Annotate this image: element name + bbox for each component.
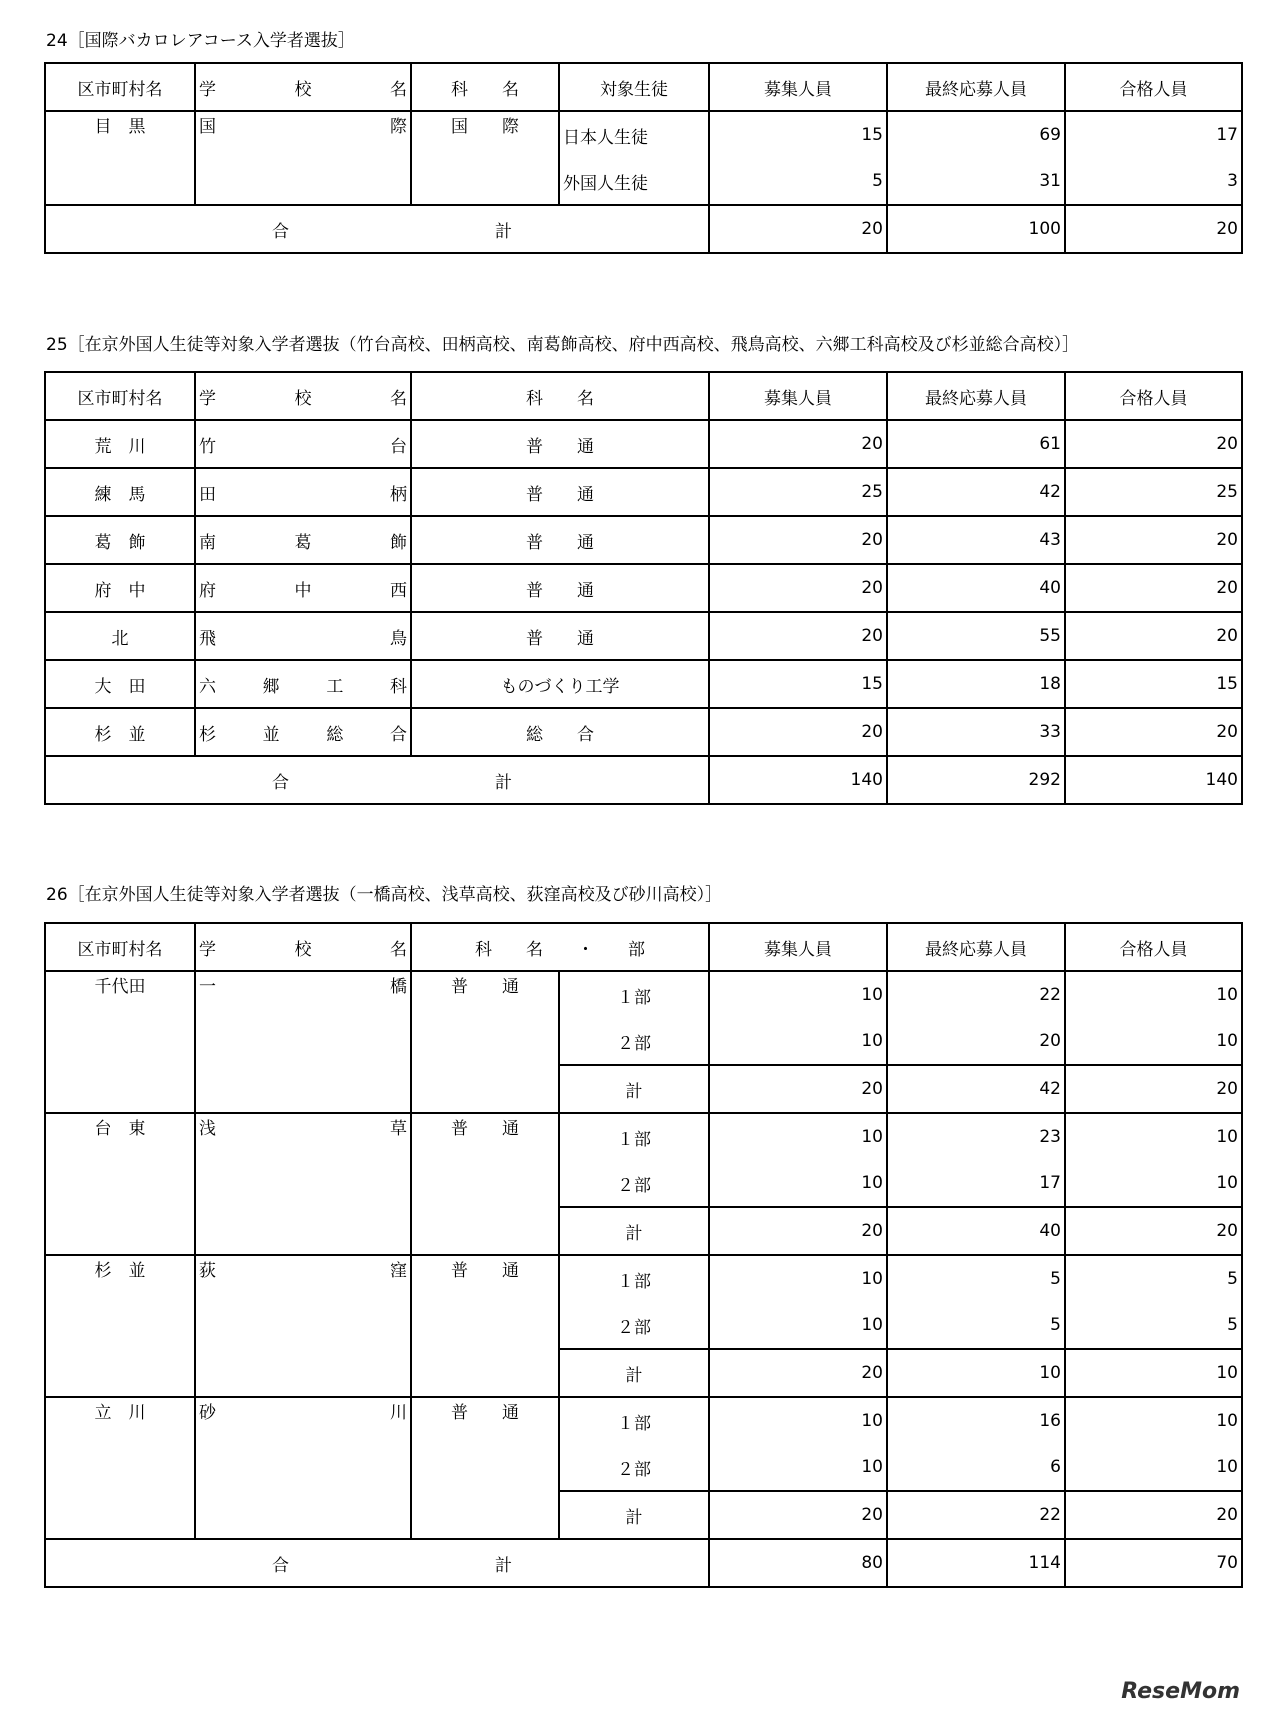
recruit-cell: 20 [709, 612, 887, 660]
header-passed: 合格人員 [1065, 63, 1242, 111]
district-cell: 府 中 [45, 564, 195, 612]
district-cell: 杉 並 [45, 1255, 195, 1397]
passed-cell: 10 [1065, 1018, 1242, 1065]
course-cell: 総 合 [411, 708, 709, 756]
target-cell: 外国人生徒 [559, 158, 709, 205]
course-cell: 普 通 [411, 1255, 559, 1397]
header-course-part: 科 名 ・ 部 [411, 923, 709, 971]
part-cell: １部 [559, 1255, 709, 1302]
header-applicants: 最終応募人員 [887, 372, 1065, 420]
recruit-cell: 20 [709, 708, 887, 756]
recruit-cell: 10 [709, 1018, 887, 1065]
header-course: 科 名 [411, 372, 709, 420]
recruit-cell: 10 [709, 1302, 887, 1349]
total-row [45, 756, 1242, 804]
recruit-cell: 20 [709, 1207, 887, 1255]
table-header-row [45, 923, 1242, 971]
school-cell: 杉 並 総 合 [195, 708, 411, 756]
passed-cell: 17 [1065, 111, 1242, 158]
total-passed: 70 [1065, 1539, 1242, 1587]
district-cell: 杉 並 [45, 708, 195, 756]
header-school: 学 校 名 [195, 63, 411, 111]
recruit-cell: 5 [709, 158, 887, 205]
table-24 [44, 62, 1243, 254]
table-row [45, 468, 1242, 516]
applicants-cell: 5 [887, 1302, 1065, 1349]
school-cell: 砂 川 [195, 1397, 411, 1539]
section-24-title: 24［国際バカロレアコース入学者選抜］ [46, 31, 355, 51]
header-district: 区市町村名 [45, 63, 195, 111]
section-25-title: 25［在京外国人生徒等対象入学者選抜（竹台高校、田柄高校、南葛飾高校、府中西高校、飛鳥高校、六郷工科高校及び杉並総合高校）］ [46, 335, 1080, 355]
resemom-logo: ReseMom [1121, 1679, 1240, 1704]
course-cell: 普 通 [411, 971, 559, 1113]
passed-cell: 15 [1065, 660, 1242, 708]
header-school: 学 校 名 [195, 372, 411, 420]
applicants-cell: 42 [887, 468, 1065, 516]
passed-cell: 20 [1065, 1207, 1242, 1255]
school-cell: 竹 台 [195, 420, 411, 468]
course-cell: ものづくり工学 [411, 660, 709, 708]
passed-cell: 10 [1065, 1160, 1242, 1207]
recruit-cell: 25 [709, 468, 887, 516]
district-cell: 目 黒 [45, 111, 195, 205]
table-row [45, 708, 1242, 756]
total-recruit: 20 [709, 205, 887, 253]
passed-cell: 5 [1065, 1255, 1242, 1302]
applicants-cell: 31 [887, 158, 1065, 205]
course-cell: 普 通 [411, 420, 709, 468]
applicants-cell: 17 [887, 1160, 1065, 1207]
applicants-cell: 6 [887, 1444, 1065, 1491]
course-cell: 普 通 [411, 1397, 559, 1539]
part-cell: ２部 [559, 1444, 709, 1491]
total-recruit: 140 [709, 756, 887, 804]
recruit-cell: 10 [709, 1444, 887, 1491]
part-cell: １部 [559, 1113, 709, 1160]
passed-cell: 20 [1065, 1491, 1242, 1539]
target-cell: 日本人生徒 [559, 111, 709, 158]
course-cell: 普 通 [411, 1113, 559, 1255]
total-applicants: 100 [887, 205, 1065, 253]
passed-cell: 20 [1065, 1065, 1242, 1113]
table-row [45, 111, 1242, 158]
district-cell: 北 [45, 612, 195, 660]
passed-cell: 10 [1065, 971, 1242, 1018]
header-district: 区市町村名 [45, 372, 195, 420]
total-label: 合 計 [45, 1539, 709, 1587]
header-recruit: 募集人員 [709, 372, 887, 420]
district-cell: 台 東 [45, 1113, 195, 1255]
applicants-cell: 22 [887, 971, 1065, 1018]
table-row [45, 612, 1242, 660]
total-passed: 140 [1065, 756, 1242, 804]
table-row [45, 971, 1242, 1018]
header-course: 科 名 [411, 63, 559, 111]
passed-cell: 20 [1065, 708, 1242, 756]
recruit-cell: 20 [709, 1065, 887, 1113]
passed-cell: 20 [1065, 420, 1242, 468]
applicants-cell: 42 [887, 1065, 1065, 1113]
applicants-cell: 61 [887, 420, 1065, 468]
part-cell: 計 [559, 1491, 709, 1539]
header-recruit: 募集人員 [709, 923, 887, 971]
applicants-cell: 22 [887, 1491, 1065, 1539]
header-school: 学 校 名 [195, 923, 411, 971]
table-row [45, 660, 1242, 708]
recruit-cell: 20 [709, 564, 887, 612]
district-cell: 葛 飾 [45, 516, 195, 564]
course-cell: 普 通 [411, 564, 709, 612]
recruit-cell: 10 [709, 1113, 887, 1160]
recruit-cell: 20 [709, 516, 887, 564]
school-cell: 一 橋 [195, 971, 411, 1113]
recruit-cell: 10 [709, 1255, 887, 1302]
passed-cell: 20 [1065, 564, 1242, 612]
passed-cell: 10 [1065, 1397, 1242, 1444]
recruit-cell: 10 [709, 1397, 887, 1444]
applicants-cell: 5 [887, 1255, 1065, 1302]
school-cell: 浅 草 [195, 1113, 411, 1255]
recruit-cell: 15 [709, 660, 887, 708]
header-applicants: 最終応募人員 [887, 923, 1065, 971]
course-cell: 普 通 [411, 516, 709, 564]
table-row [45, 516, 1242, 564]
part-cell: １部 [559, 971, 709, 1018]
school-cell: 飛 鳥 [195, 612, 411, 660]
table-row [45, 564, 1242, 612]
recruit-cell: 20 [709, 1349, 887, 1397]
header-recruit: 募集人員 [709, 63, 887, 111]
table-header-row [45, 372, 1242, 420]
applicants-cell: 33 [887, 708, 1065, 756]
passed-cell: 10 [1065, 1113, 1242, 1160]
applicants-cell: 20 [887, 1018, 1065, 1065]
passed-cell: 10 [1065, 1349, 1242, 1397]
total-row [45, 205, 1242, 253]
part-cell: 計 [559, 1065, 709, 1113]
part-cell: ２部 [559, 1160, 709, 1207]
total-applicants: 292 [887, 756, 1065, 804]
header-passed: 合格人員 [1065, 372, 1242, 420]
recruit-cell: 20 [709, 420, 887, 468]
applicants-cell: 40 [887, 1207, 1065, 1255]
passed-cell: 10 [1065, 1444, 1242, 1491]
applicants-cell: 18 [887, 660, 1065, 708]
total-recruit: 80 [709, 1539, 887, 1587]
header-target: 対象生徒 [559, 63, 709, 111]
table-header-row [45, 63, 1242, 111]
school-cell: 府 中 西 [195, 564, 411, 612]
course-cell: 国 際 [411, 111, 559, 205]
total-passed: 20 [1065, 205, 1242, 253]
applicants-cell: 55 [887, 612, 1065, 660]
recruit-cell: 15 [709, 111, 887, 158]
table-26 [44, 922, 1243, 1588]
school-cell: 南 葛 飾 [195, 516, 411, 564]
total-label: 合 計 [45, 756, 709, 804]
total-row [45, 1539, 1242, 1587]
district-cell: 練 馬 [45, 468, 195, 516]
passed-cell: 20 [1065, 516, 1242, 564]
district-cell: 立 川 [45, 1397, 195, 1539]
passed-cell: 20 [1065, 612, 1242, 660]
district-cell: 千代田 [45, 971, 195, 1113]
passed-cell: 3 [1065, 158, 1242, 205]
course-cell: 普 通 [411, 612, 709, 660]
part-cell: ２部 [559, 1018, 709, 1065]
part-cell: ２部 [559, 1302, 709, 1349]
applicants-cell: 40 [887, 564, 1065, 612]
recruit-cell: 10 [709, 1160, 887, 1207]
passed-cell: 5 [1065, 1302, 1242, 1349]
recruit-cell: 20 [709, 1491, 887, 1539]
total-applicants: 114 [887, 1539, 1065, 1587]
table-row [45, 420, 1242, 468]
table-row [45, 1397, 1242, 1444]
applicants-cell: 69 [887, 111, 1065, 158]
table-25 [44, 371, 1243, 805]
school-cell: 六 郷 工 科 [195, 660, 411, 708]
district-cell: 荒 川 [45, 420, 195, 468]
district-cell: 大 田 [45, 660, 195, 708]
header-district: 区市町村名 [45, 923, 195, 971]
section-26-title: 26［在京外国人生徒等対象入学者選抜（一橋高校、浅草高校、荻窪高校及び砂川高校）］ [46, 885, 723, 905]
applicants-cell: 16 [887, 1397, 1065, 1444]
applicants-cell: 10 [887, 1349, 1065, 1397]
school-cell: 田 柄 [195, 468, 411, 516]
applicants-cell: 43 [887, 516, 1065, 564]
total-label: 合 計 [45, 205, 709, 253]
recruit-cell: 10 [709, 971, 887, 1018]
header-applicants: 最終応募人員 [887, 63, 1065, 111]
table-row [45, 1255, 1242, 1302]
school-cell: 荻 窪 [195, 1255, 411, 1397]
header-passed: 合格人員 [1065, 923, 1242, 971]
part-cell: １部 [559, 1397, 709, 1444]
table-row [45, 1113, 1242, 1160]
passed-cell: 25 [1065, 468, 1242, 516]
part-cell: 計 [559, 1349, 709, 1397]
course-cell: 普 通 [411, 468, 709, 516]
applicants-cell: 23 [887, 1113, 1065, 1160]
part-cell: 計 [559, 1207, 709, 1255]
school-cell: 国 際 [195, 111, 411, 205]
